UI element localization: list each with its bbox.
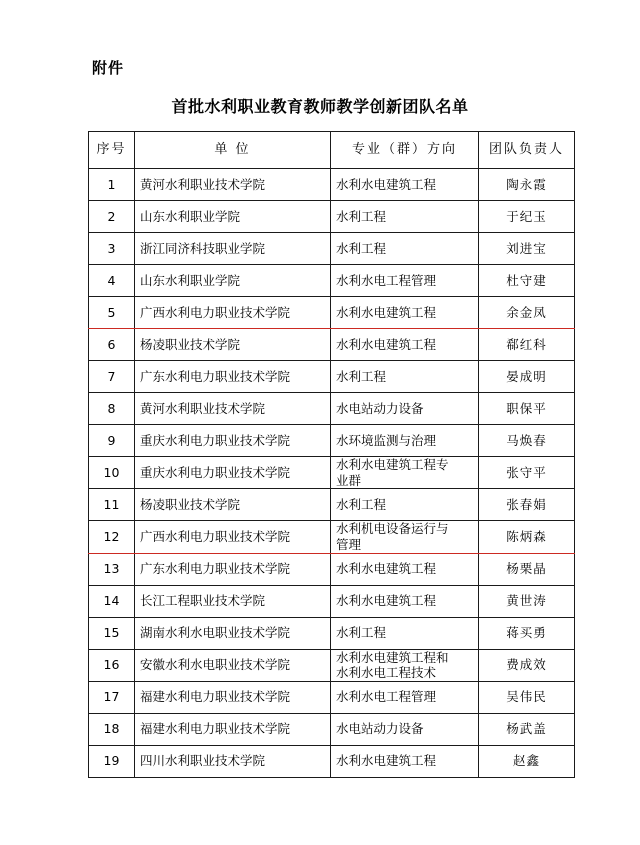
cell-major: 水利工程 bbox=[331, 489, 479, 521]
cell-unit: 广西水利电力职业技术学院 bbox=[135, 297, 331, 329]
cell-lead: 陈炳森 bbox=[479, 521, 575, 553]
cell-unit: 长江工程职业技术学院 bbox=[135, 585, 331, 617]
cell-no: 9 bbox=[89, 425, 135, 457]
cell-no: 18 bbox=[89, 713, 135, 745]
table-row bbox=[89, 297, 575, 329]
cell-lead: 职保平 bbox=[479, 393, 575, 425]
column-header-no: 序号 bbox=[89, 132, 135, 169]
cell-unit: 黄河水利职业技术学院 bbox=[135, 393, 331, 425]
cell-no: 1 bbox=[89, 169, 135, 201]
cell-no: 11 bbox=[89, 489, 135, 521]
cell-unit: 福建水利电力职业技术学院 bbox=[135, 713, 331, 745]
cell-unit: 重庆水利电力职业技术学院 bbox=[135, 425, 331, 457]
cell-lead: 杜守建 bbox=[479, 265, 575, 297]
cell-unit: 杨凌职业技术学院 bbox=[135, 329, 331, 361]
cell-lead: 蒋买勇 bbox=[479, 617, 575, 649]
cell-lead: 于纪玉 bbox=[479, 201, 575, 233]
cell-major-line1: 水利水电建筑工程专 bbox=[336, 457, 449, 472]
cell-no: 3 bbox=[89, 233, 135, 265]
cell-lead: 马焕春 bbox=[479, 425, 575, 457]
cell-lead: 余金凤 bbox=[479, 297, 575, 329]
table-row bbox=[89, 265, 575, 297]
cell-no: 4 bbox=[89, 265, 135, 297]
cell-unit: 湖南水利水电职业技术学院 bbox=[135, 617, 331, 649]
cell-no: 6 bbox=[89, 329, 135, 361]
cell-unit: 浙江同济科技职业学院 bbox=[135, 233, 331, 265]
table-row bbox=[89, 329, 575, 361]
table-row bbox=[89, 553, 575, 585]
roster-table-container bbox=[88, 131, 574, 778]
cell-major-line1: 水利水电建筑工程和 bbox=[336, 649, 449, 665]
cell-no: 17 bbox=[89, 681, 135, 713]
cell-major: 水利水电工程管理 bbox=[331, 681, 479, 713]
table-row bbox=[89, 457, 575, 489]
cell-major-line2: 业群 bbox=[336, 472, 362, 488]
cell-major: 水利水电建筑工程 bbox=[331, 585, 479, 617]
cell-unit: 重庆水利电力职业技术学院 bbox=[135, 457, 331, 489]
cell-no: 15 bbox=[89, 617, 135, 649]
cell-major: 水利水电建筑工程 bbox=[331, 553, 479, 585]
cell-no: 8 bbox=[89, 393, 135, 425]
cell-lead: 杨武盖 bbox=[479, 713, 575, 745]
cell-unit: 广西水利电力职业技术学院 bbox=[135, 521, 331, 553]
cell-major-line1: 水利机电设备运行与 bbox=[336, 521, 449, 537]
table-row bbox=[89, 201, 575, 233]
cell-unit: 广东水利电力职业技术学院 bbox=[135, 361, 331, 393]
cell-lead: 杨栗晶 bbox=[479, 553, 575, 585]
cell-major: 水利工程 bbox=[331, 617, 479, 649]
table-row bbox=[89, 713, 575, 745]
cell-lead: 张守平 bbox=[479, 457, 575, 489]
cell-unit: 广东水利电力职业技术学院 bbox=[135, 553, 331, 585]
cell-major: 水电站动力设备 bbox=[331, 713, 479, 745]
table-row bbox=[89, 169, 575, 201]
table-row bbox=[89, 681, 575, 713]
cell-major: 水利水电建筑工程 bbox=[331, 329, 479, 361]
table-row bbox=[89, 649, 575, 681]
cell-lead: 费成效 bbox=[479, 649, 575, 681]
table-row bbox=[89, 233, 575, 265]
cell-unit: 四川水利职业技术学院 bbox=[135, 745, 331, 777]
cell-major: 水利工程 bbox=[331, 361, 479, 393]
cell-no: 12 bbox=[89, 521, 135, 553]
column-header-major: 专业（群）方向 bbox=[331, 132, 479, 169]
cell-lead: 赵鑫 bbox=[479, 745, 575, 777]
cell-major: 水利工程 bbox=[331, 233, 479, 265]
cell-major: 水电站动力设备 bbox=[331, 393, 479, 425]
table-row bbox=[89, 425, 575, 457]
cell-no: 16 bbox=[89, 649, 135, 681]
column-header-lead: 团队负责人 bbox=[479, 132, 575, 169]
table-row bbox=[89, 617, 575, 649]
cell-major: 水利工程 bbox=[331, 201, 479, 233]
roster-table bbox=[88, 131, 575, 778]
cell-no: 7 bbox=[89, 361, 135, 393]
cell-no: 13 bbox=[89, 553, 135, 585]
column-header-unit: 单 位 bbox=[135, 132, 331, 169]
cell-unit: 杨凌职业技术学院 bbox=[135, 489, 331, 521]
cell-lead: 吴伟民 bbox=[479, 681, 575, 713]
table-row bbox=[89, 585, 575, 617]
cell-major: 水利水电建筑工程 bbox=[331, 745, 479, 777]
roster-table-body bbox=[89, 169, 575, 778]
cell-lead: 刘进宝 bbox=[479, 233, 575, 265]
cell-major: 水利水电建筑工程 bbox=[331, 297, 479, 329]
cell-major bbox=[331, 649, 479, 681]
cell-lead: 张春娟 bbox=[479, 489, 575, 521]
cell-major bbox=[331, 521, 479, 553]
table-row bbox=[89, 745, 575, 777]
cell-lead: 黄世涛 bbox=[479, 585, 575, 617]
cell-lead: 晏成明 bbox=[479, 361, 575, 393]
cell-no: 2 bbox=[89, 201, 135, 233]
table-row bbox=[89, 489, 575, 521]
cell-major: 水利水电工程管理 bbox=[331, 265, 479, 297]
cell-no: 5 bbox=[89, 297, 135, 329]
table-row bbox=[89, 393, 575, 425]
cell-major bbox=[331, 457, 479, 489]
cell-major-line2: 管理 bbox=[336, 536, 362, 552]
cell-no: 19 bbox=[89, 745, 135, 777]
cell-major: 水利水电建筑工程 bbox=[331, 169, 479, 201]
table-row bbox=[89, 521, 575, 553]
cell-major: 水环境监测与治理 bbox=[331, 425, 479, 457]
cell-unit: 山东水利职业学院 bbox=[135, 265, 331, 297]
cell-lead: 陶永霞 bbox=[479, 169, 575, 201]
cell-unit: 安徽水利水电职业技术学院 bbox=[135, 649, 331, 681]
attachment-label: 附件 bbox=[92, 59, 125, 77]
cell-no: 14 bbox=[89, 585, 135, 617]
cell-major-line2: 水利水电工程技术 bbox=[336, 665, 437, 681]
page-title: 首批水利职业教育教师教学创新团队名单 bbox=[171, 97, 469, 116]
cell-unit: 山东水利职业学院 bbox=[135, 201, 331, 233]
table-header-row bbox=[89, 132, 575, 169]
cell-unit: 黄河水利职业技术学院 bbox=[135, 169, 331, 201]
cell-unit: 福建水利电力职业技术学院 bbox=[135, 681, 331, 713]
cell-no: 10 bbox=[89, 457, 135, 489]
table-row bbox=[89, 361, 575, 393]
cell-lead: 郗红科 bbox=[479, 329, 575, 361]
